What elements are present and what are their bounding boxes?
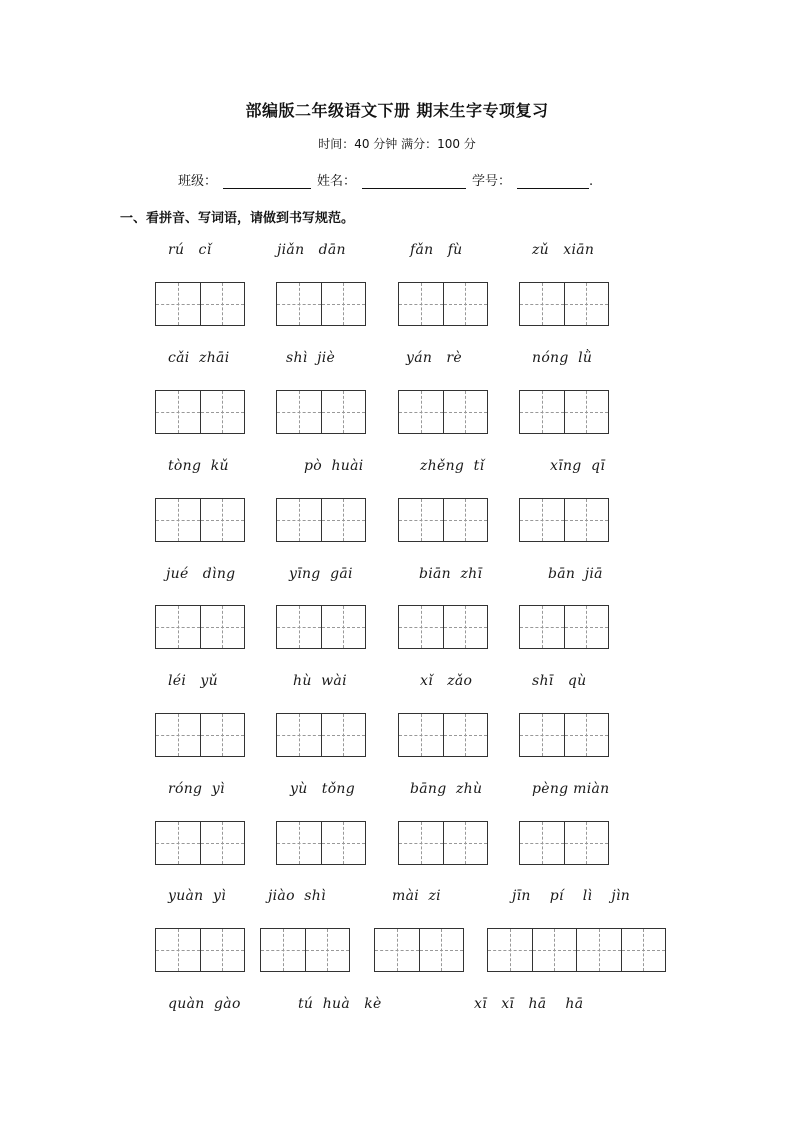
writing-cell[interactable] xyxy=(565,714,609,756)
pinyin-label: bān jiā xyxy=(548,566,603,582)
pinyin-label: cǎi zhāi xyxy=(168,350,230,366)
writing-cell[interactable] xyxy=(322,714,366,756)
tianzige-box[interactable] xyxy=(155,498,245,542)
tianzige-box[interactable] xyxy=(398,498,488,542)
class-blank[interactable] xyxy=(223,174,311,189)
writing-cell[interactable] xyxy=(277,499,322,541)
writing-cell[interactable] xyxy=(201,499,245,541)
pinyin-label: jiào shì xyxy=(268,888,326,904)
writing-cell[interactable] xyxy=(565,822,609,864)
tianzige-box[interactable] xyxy=(519,713,609,757)
tianzige-box[interactable] xyxy=(276,713,366,757)
writing-cell[interactable] xyxy=(420,929,464,971)
pinyin-label: xīng qī xyxy=(550,458,606,474)
tianzige-box[interactable] xyxy=(155,821,245,865)
writing-cell[interactable] xyxy=(322,822,366,864)
tianzige-box[interactable] xyxy=(276,498,366,542)
pinyin-label: jué dìng xyxy=(166,566,236,582)
writing-cell[interactable] xyxy=(277,283,322,325)
pinyin-label: léi yǔ xyxy=(168,673,218,689)
writing-cell[interactable] xyxy=(375,929,420,971)
writing-cell[interactable] xyxy=(201,714,245,756)
tianzige-box[interactable] xyxy=(155,928,245,972)
writing-cell[interactable] xyxy=(201,391,245,433)
pinyin-label: quàn gào xyxy=(168,996,241,1012)
end-mark: . xyxy=(589,174,594,189)
writing-cell[interactable] xyxy=(201,822,245,864)
id-blank[interactable] xyxy=(517,174,589,189)
name-blank[interactable] xyxy=(362,174,466,189)
writing-cell[interactable] xyxy=(261,929,306,971)
writing-cell[interactable] xyxy=(399,391,444,433)
writing-cell[interactable] xyxy=(277,391,322,433)
pinyin-label: fǎn fù xyxy=(410,242,463,258)
writing-cell[interactable] xyxy=(277,822,322,864)
writing-cell[interactable] xyxy=(322,606,366,648)
tianzige-box[interactable] xyxy=(398,605,488,649)
writing-cell[interactable] xyxy=(277,714,322,756)
pinyin-label: bāng zhù xyxy=(410,781,483,797)
writing-cell[interactable] xyxy=(444,606,488,648)
writing-cell[interactable] xyxy=(156,606,201,648)
writing-cell[interactable] xyxy=(488,929,533,971)
tianzige-box[interactable] xyxy=(260,928,350,972)
pinyin-label: xǐ zǎo xyxy=(420,673,473,689)
tianzige-box[interactable] xyxy=(519,282,609,326)
id-label: 学号： xyxy=(472,174,512,189)
writing-cell[interactable] xyxy=(565,606,609,648)
pinyin-label: jīn pí lì jìn xyxy=(512,888,631,904)
tianzige-box[interactable] xyxy=(519,605,609,649)
pinyin-label: jiǎn dān xyxy=(277,242,346,258)
pinyin-label: xī xī hā hā xyxy=(474,996,584,1012)
tianzige-box[interactable] xyxy=(155,282,245,326)
writing-cell[interactable] xyxy=(520,714,565,756)
tianzige-box[interactable] xyxy=(155,605,245,649)
pinyin-label: rú cǐ xyxy=(168,242,212,258)
writing-cell[interactable] xyxy=(565,283,609,325)
pinyin-label: hù wài xyxy=(293,673,347,689)
pinyin-label: shì jiè xyxy=(286,350,336,366)
writing-cell[interactable] xyxy=(577,929,622,971)
writing-cell[interactable] xyxy=(565,391,609,433)
writing-cell[interactable] xyxy=(156,499,201,541)
writing-cell[interactable] xyxy=(533,929,578,971)
writing-cell[interactable] xyxy=(322,391,366,433)
writing-cell[interactable] xyxy=(277,606,322,648)
pinyin-label: yán rè xyxy=(406,350,463,366)
writing-cell[interactable] xyxy=(156,283,201,325)
writing-cell[interactable] xyxy=(156,929,201,971)
pinyin-label: zhěng tǐ xyxy=(420,458,485,474)
writing-cell[interactable] xyxy=(201,283,245,325)
page-title: 部编版二年级语文下册 期末生字专项复习 xyxy=(245,101,549,120)
tianzige-box[interactable] xyxy=(276,282,366,326)
tianzige-box[interactable] xyxy=(398,390,488,434)
writing-cell[interactable] xyxy=(156,822,201,864)
exam-time-score: 时间：40 分钟 满分：100 分 xyxy=(318,137,476,151)
writing-cell[interactable] xyxy=(622,929,666,971)
pinyin-label: tòng kǔ xyxy=(168,458,229,474)
class-label: 班级： xyxy=(178,174,218,189)
tianzige-box[interactable] xyxy=(519,390,609,434)
writing-cell[interactable] xyxy=(520,283,565,325)
pinyin-label: pèng miàn xyxy=(532,781,610,797)
pinyin-label: zǔ xiān xyxy=(532,242,595,258)
writing-cell[interactable] xyxy=(156,714,201,756)
name-label: 姓名： xyxy=(317,174,357,189)
writing-cell[interactable] xyxy=(444,391,488,433)
writing-cell[interactable] xyxy=(201,929,245,971)
tianzige-box[interactable] xyxy=(374,928,464,972)
pinyin-label: yīng gāi xyxy=(289,566,353,582)
tianzige-box[interactable] xyxy=(276,821,366,865)
tianzige-box[interactable] xyxy=(398,713,488,757)
writing-cell[interactable] xyxy=(444,283,488,325)
tianzige-box[interactable] xyxy=(398,821,488,865)
pinyin-label: biān zhī xyxy=(419,566,483,582)
writing-cell[interactable] xyxy=(565,499,609,541)
tianzige-box[interactable] xyxy=(487,928,666,972)
writing-cell[interactable] xyxy=(156,391,201,433)
tianzige-box[interactable] xyxy=(155,713,245,757)
writing-cell[interactable] xyxy=(399,714,444,756)
tianzige-box[interactable] xyxy=(519,498,609,542)
pinyin-label: nóng lǜ xyxy=(532,350,593,366)
writing-cell[interactable] xyxy=(520,499,565,541)
writing-cell[interactable] xyxy=(399,822,444,864)
pinyin-label: yù tǒng xyxy=(290,781,356,797)
pinyin-label: róng yì xyxy=(168,781,225,797)
tianzige-box[interactable] xyxy=(155,390,245,434)
student-info-line xyxy=(178,170,593,189)
tianzige-box[interactable] xyxy=(276,605,366,649)
writing-cell[interactable] xyxy=(201,606,245,648)
writing-cell[interactable] xyxy=(444,499,488,541)
pinyin-label: yuàn yì xyxy=(168,888,226,904)
tianzige-box[interactable] xyxy=(398,282,488,326)
writing-cell[interactable] xyxy=(399,606,444,648)
writing-cell[interactable] xyxy=(399,283,444,325)
writing-cell[interactable] xyxy=(322,499,366,541)
writing-cell[interactable] xyxy=(444,822,488,864)
section-heading: 一、看拼音、写词语，请做到书写规范。 xyxy=(120,211,355,226)
pinyin-label: tú huà kè xyxy=(298,996,382,1012)
pinyin-label: mài zi xyxy=(392,888,441,904)
tianzige-box[interactable] xyxy=(276,390,366,434)
writing-cell[interactable] xyxy=(322,283,366,325)
writing-cell[interactable] xyxy=(444,714,488,756)
pinyin-label: pò huài xyxy=(304,458,364,474)
writing-cell[interactable] xyxy=(520,606,565,648)
tianzige-box[interactable] xyxy=(519,821,609,865)
writing-cell[interactable] xyxy=(520,822,565,864)
writing-cell[interactable] xyxy=(306,929,350,971)
pinyin-label: shī qù xyxy=(532,673,587,689)
writing-cell[interactable] xyxy=(399,499,444,541)
writing-cell[interactable] xyxy=(520,391,565,433)
